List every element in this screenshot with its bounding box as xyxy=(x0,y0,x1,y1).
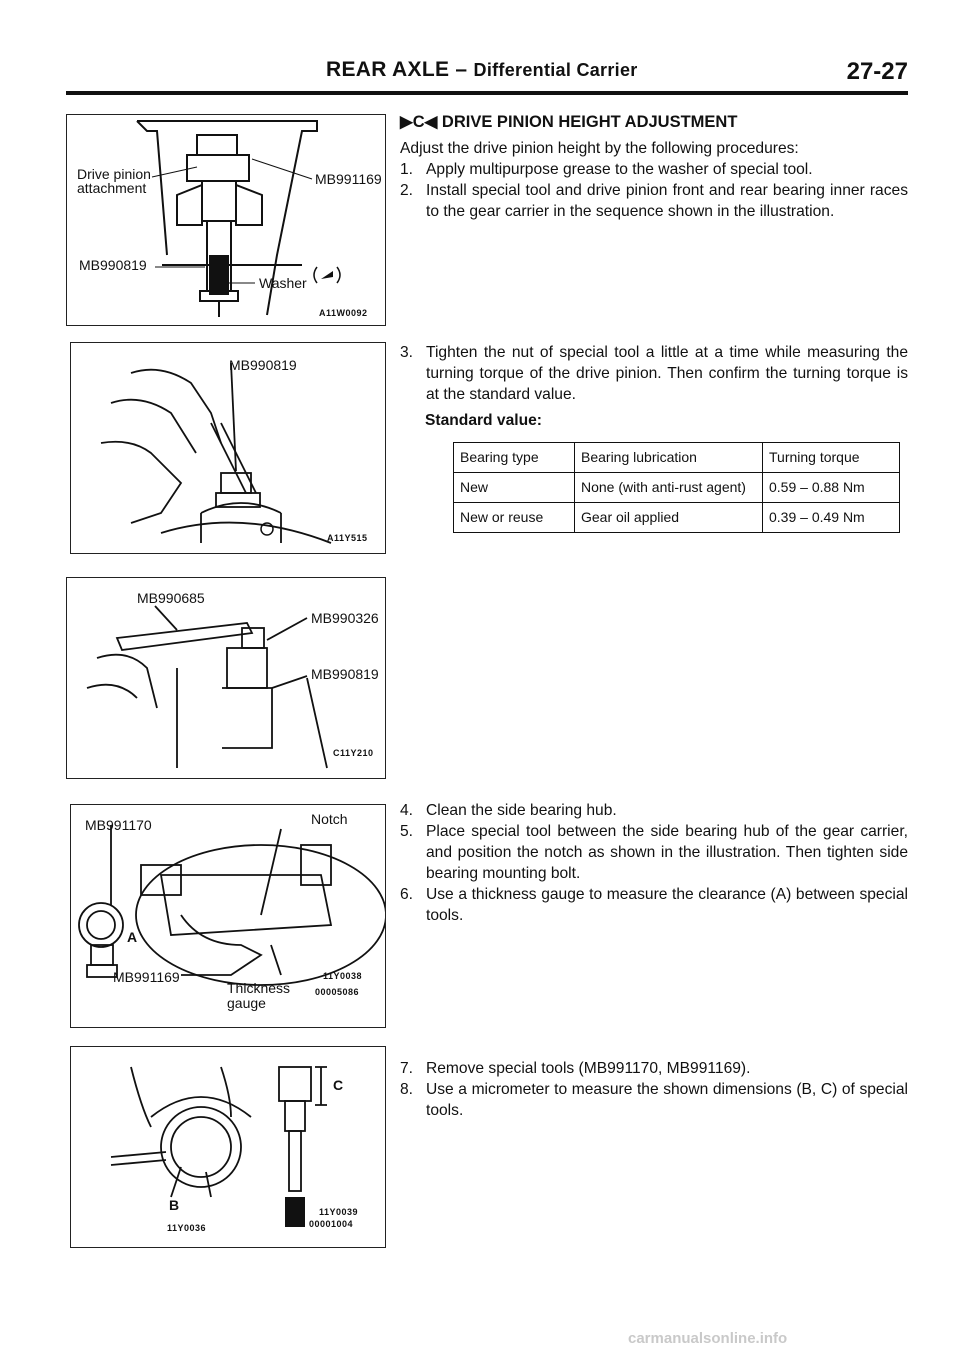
table-header: Bearing type xyxy=(454,443,575,473)
header-rule xyxy=(66,91,908,95)
step-2: 2. Install special tool and drive pinion front and rear bearing inner races to the gear carrier in the sequence shown in the illustration. xyxy=(400,182,908,220)
label-mb990685: MB990685 xyxy=(137,590,205,606)
label-dimension-c: C xyxy=(333,1077,344,1093)
label-mb990819: MB990819 xyxy=(229,357,297,373)
step-4: 4. Clean the side bearing hub. xyxy=(400,802,617,819)
figure-code: A11W0092 xyxy=(319,308,368,318)
standard-value-label: Standard value: xyxy=(425,412,542,429)
label-mb991170: MB991170 xyxy=(85,817,152,833)
table-cell: None (with anti-rust agent) xyxy=(575,473,763,503)
intro-paragraph: Adjust the drive pinion height by the following procedures: xyxy=(400,140,799,157)
figure-wrench-mb990819 xyxy=(70,342,386,554)
figure-code-right-1: 11Y0039 xyxy=(319,1207,359,1217)
title-dash: – xyxy=(455,58,468,81)
label-mb991169: MB991169 xyxy=(315,171,382,187)
step-1: 1. Apply multipurpose grease to the washer of special tool. xyxy=(400,161,813,178)
table-row xyxy=(454,503,900,533)
label-mb991169: MB991169 xyxy=(113,969,180,985)
label-mb990326: MB990326 xyxy=(311,610,379,626)
figure-pinion-attachment xyxy=(66,114,386,326)
wrench-illustration xyxy=(71,343,385,553)
label-clearance-a: A xyxy=(127,929,138,945)
figure-thickness-gauge xyxy=(70,804,386,1028)
label-drive-pinion: Drive pinion attachment xyxy=(77,166,151,196)
section-marker: C xyxy=(412,113,425,131)
figure-code-1: 11Y0038 xyxy=(323,971,363,981)
step-8: 8. Use a micrometer to measure the shown dimensions (B, C) of special tools. xyxy=(400,1081,908,1119)
title-main: REAR AXLE xyxy=(326,58,450,81)
table-cell: New xyxy=(454,473,575,503)
figure-code-2: 00005086 xyxy=(315,987,360,997)
tool-illustration xyxy=(67,115,385,325)
figure-torque-wrench xyxy=(66,577,386,779)
step-5: 5. Place special tool between the side bearing hub of the gear carrier, and position the notch as shown in the illustration. Then tighten side bearing mounting bolt. xyxy=(400,823,908,882)
figure-micrometer xyxy=(70,1046,386,1248)
label-thickness-gauge: Thickness gauge xyxy=(227,980,291,1011)
table-header-row xyxy=(454,443,900,473)
title-sub: Differential Carrier xyxy=(473,60,638,80)
step-6: 6. Use a thickness gauge to measure the clearance (A) between special tools. xyxy=(400,886,908,924)
watermark: carmanualsonline.info xyxy=(628,1330,788,1347)
left-arrow-icon: ◀ xyxy=(424,113,438,131)
page-title xyxy=(326,58,638,82)
section-heading: DRIVE PINION HEIGHT ADJUSTMENT xyxy=(441,113,738,131)
table-cell: 0.59 – 0.88 Nm xyxy=(763,473,900,503)
label-notch: Notch xyxy=(311,811,348,827)
right-arrow-icon: ▶ xyxy=(400,113,413,131)
table-cell: 0.39 – 0.49 Nm xyxy=(763,503,900,533)
section-title xyxy=(400,112,737,132)
table-header: Turning torque xyxy=(763,443,900,473)
label-washer: Washer xyxy=(259,275,307,291)
label-mb990819-2: MB990819 xyxy=(311,666,379,682)
page-header xyxy=(66,58,908,94)
step-3: 3. Tighten the nut of special tool a little at a time while measuring the turning torque of the drive pinion. Then confirm the turning torque is at the standard value. xyxy=(400,344,908,403)
figure-code-left: 11Y0036 xyxy=(167,1223,207,1233)
table-header: Bearing lubrication xyxy=(575,443,763,473)
label-mb990819: MB990819 xyxy=(79,257,147,273)
step-7: 7. Remove special tools (MB991170, MB991169). xyxy=(400,1060,751,1077)
figure-code-right-2: 00001004 xyxy=(309,1219,354,1229)
table-cell: New or reuse xyxy=(454,503,575,533)
figure-code: A11Y515 xyxy=(327,533,368,543)
page-number: 27-27 xyxy=(846,58,908,85)
figure-code: C11Y210 xyxy=(333,748,374,758)
table-cell: Gear oil applied xyxy=(575,503,763,533)
spec-table xyxy=(453,442,900,533)
table-row xyxy=(454,473,900,503)
label-dimension-b: B xyxy=(169,1197,180,1213)
